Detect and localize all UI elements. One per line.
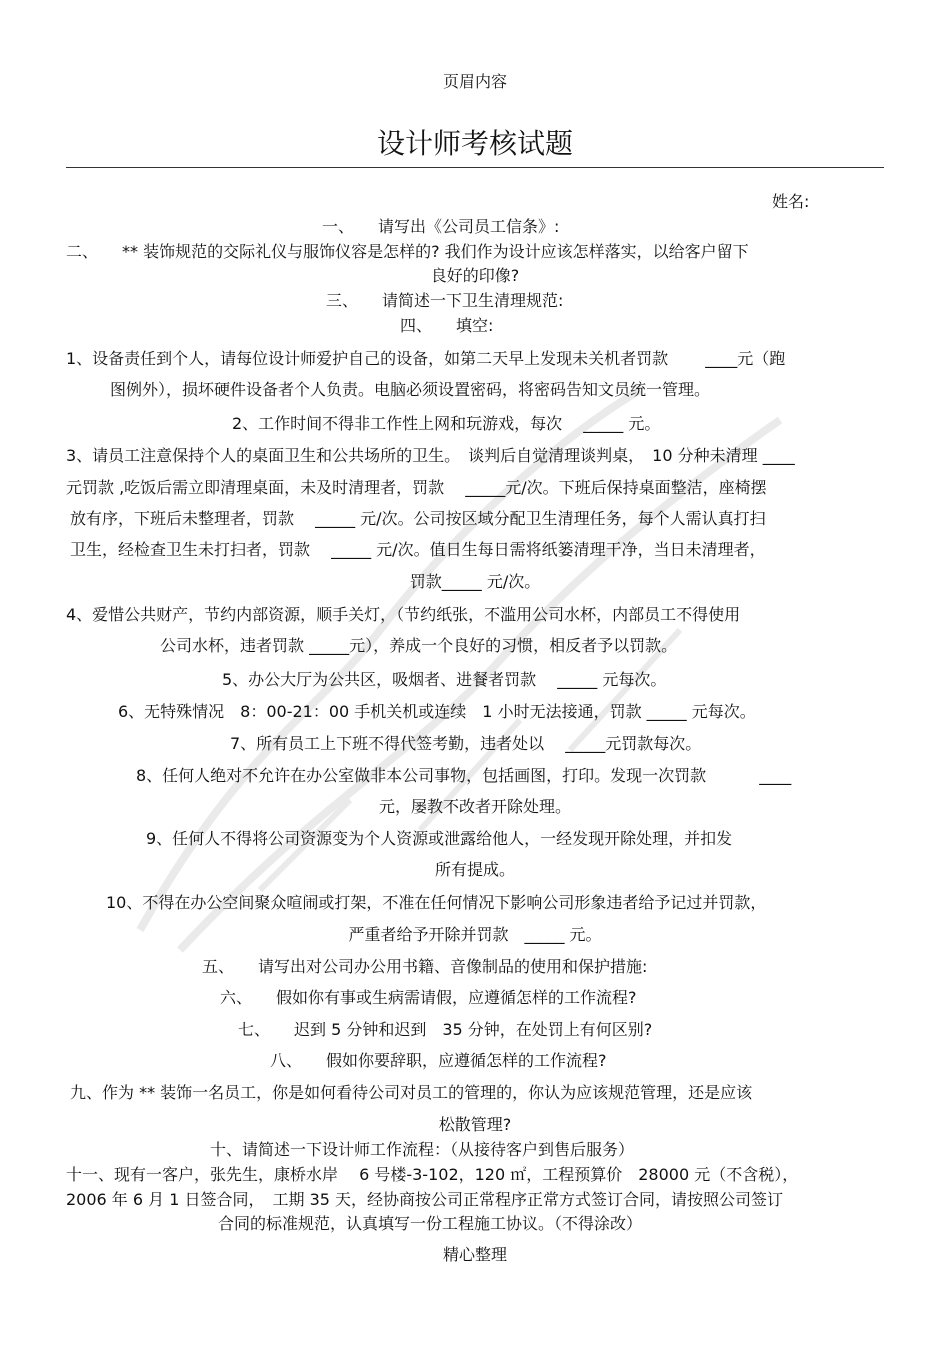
fill-3-line-3: 放有序，下班后未整理者，罚款 _____ 元/次。公司按区域分配卫生清理任务，每个人需认真打扫 (70, 509, 766, 528)
section-2-line-2: 良好的印像? (430, 266, 520, 285)
fill-3-line-5: 罚款_____ 元/次。 (409, 572, 541, 591)
section-1: 一、 请写出《公司员工信条》: (322, 217, 560, 236)
fill-3-line-2: 元罚款 ,吃饭后需立即清理桌面，未及时清理者，罚款 _____元/次。下班后保持桌面整洁，座椅摆 (66, 478, 767, 497)
section-11-line-2: 2006 年 6 月 1 日签合同， 工期 35 天，经协商按公司正常程序正常方式签订合同，请按照公司签订 (66, 1190, 784, 1209)
section-9-line-2: 松散管理? (438, 1115, 512, 1134)
fill-9-line-2: 所有提成。 (434, 860, 515, 879)
title-rule (66, 167, 884, 168)
section-8: 八、 假如你要辞职，应遵循怎样的工作流程? (270, 1051, 607, 1070)
name-label: 姓名: (772, 192, 810, 211)
section-6: 六、 假如你有事或生病需请假，应遵循怎样的工作流程? (220, 988, 637, 1007)
page-footer: 精心整理 (442, 1245, 507, 1264)
fill-1-line-2: 图例外），损坏硬件设备者个人负责。电脑必须设置密码，将密码告知文员统一管理。 (110, 380, 711, 399)
section-9-line-1: 九、作为 ** 装饰一名员工，你是如何看待公司对员工的管理的，你认为应该规范管理，还是应该 (70, 1083, 753, 1102)
section-2-line-1: 二、 ** 装饰规范的交际礼仪与服饰仪容是怎样的? 我们作为设计应该怎样落实，以给客户留下 (66, 242, 749, 261)
fill-8-line-2: 元，屡教不改者开除处理。 (378, 797, 571, 816)
page-header: 页眉内容 (442, 72, 507, 91)
fill-4-line-2: 公司水杯，违者罚款 _____元），养成一个良好的习惯，相反者予以罚款。 (160, 636, 678, 655)
fill-2: 2、工作时间不得非工作性上网和玩游戏，每次 _____ 元。 (232, 414, 661, 433)
fill-4-line-1: 4、爱惜公共财产，节约内部资源，顺手关灯，（节约纸张，不滥用公司水杯，内部员工不得使用 (66, 605, 741, 624)
fill-1-line-1: 1、设备责任到个人，请每位设计师爱护自己的设备，如第二天早上发现未关机者罚款 ____元（跑 (66, 349, 786, 368)
section-5: 五、 请写出对公司办公用书籍、音像制品的使用和保护措施: (202, 957, 648, 976)
document-title: 设计师考核试题 (376, 127, 573, 160)
section-7: 七、 迟到 5 分钟和迟到 35 分钟，在处罚上有何区别? (238, 1020, 653, 1039)
section-4: 四、 填空: (400, 316, 494, 335)
fill-8-line-1: 8、任何人绝对不允许在办公室做非本公司事物，包括画图，打印。发现一次罚款 ____ (136, 766, 792, 785)
fill-9-line-1: 9、任何人不得将公司资源变为个人资源或泄露给他人，一经发现开除处理，并扣发 (146, 829, 733, 848)
fill-10-line-1: 10、不得在办公空间聚众喧闹或打架，不准在任何情况下影响公司形象违者给予记过并罚款， (106, 893, 767, 912)
fill-5: 5、办公大厅为公共区，吸烟者、进餐者罚款 _____ 元每次。 (222, 670, 667, 689)
fill-3-line-4: 卫生，经检查卫生未打扫者，罚款 _____ 元/次。值日生每日需将纸篓清理干净，当日未清理者， (70, 540, 766, 559)
fill-3-line-1: 3、请员工注意保持个人的桌面卫生和公共场所的卫生。 谈判后自觉清理谈判桌， 10 分种未清理 ____ (66, 446, 795, 465)
section-10: 十、请简述一下设计师工作流程：（从接待客户到售后服务） (210, 1140, 635, 1159)
fill-6: 6、无特殊情况 8：00-21：00 手机关机或连续 1 小时无法接通，罚款 _____ 元每次。 (118, 702, 756, 721)
fill-7: 7、所有员工上下班不得代签考勤，违者处以 _____元罚款每次。 (230, 734, 702, 753)
section-11-line-3: 合同的标准规范，认真填写一份工程施工协议。（不得涂改） (218, 1214, 643, 1233)
fill-10-line-2: 严重者给予开除并罚款 _____ 元。 (348, 925, 602, 944)
section-11-line-1: 十一、现有一客户，张先生，康桥水岸 6 号楼-3-102，120 ㎡，工程预算价 28000 元（不含税）， (66, 1165, 799, 1184)
section-3: 三、 请简述一下卫生清理规范: (326, 291, 564, 310)
